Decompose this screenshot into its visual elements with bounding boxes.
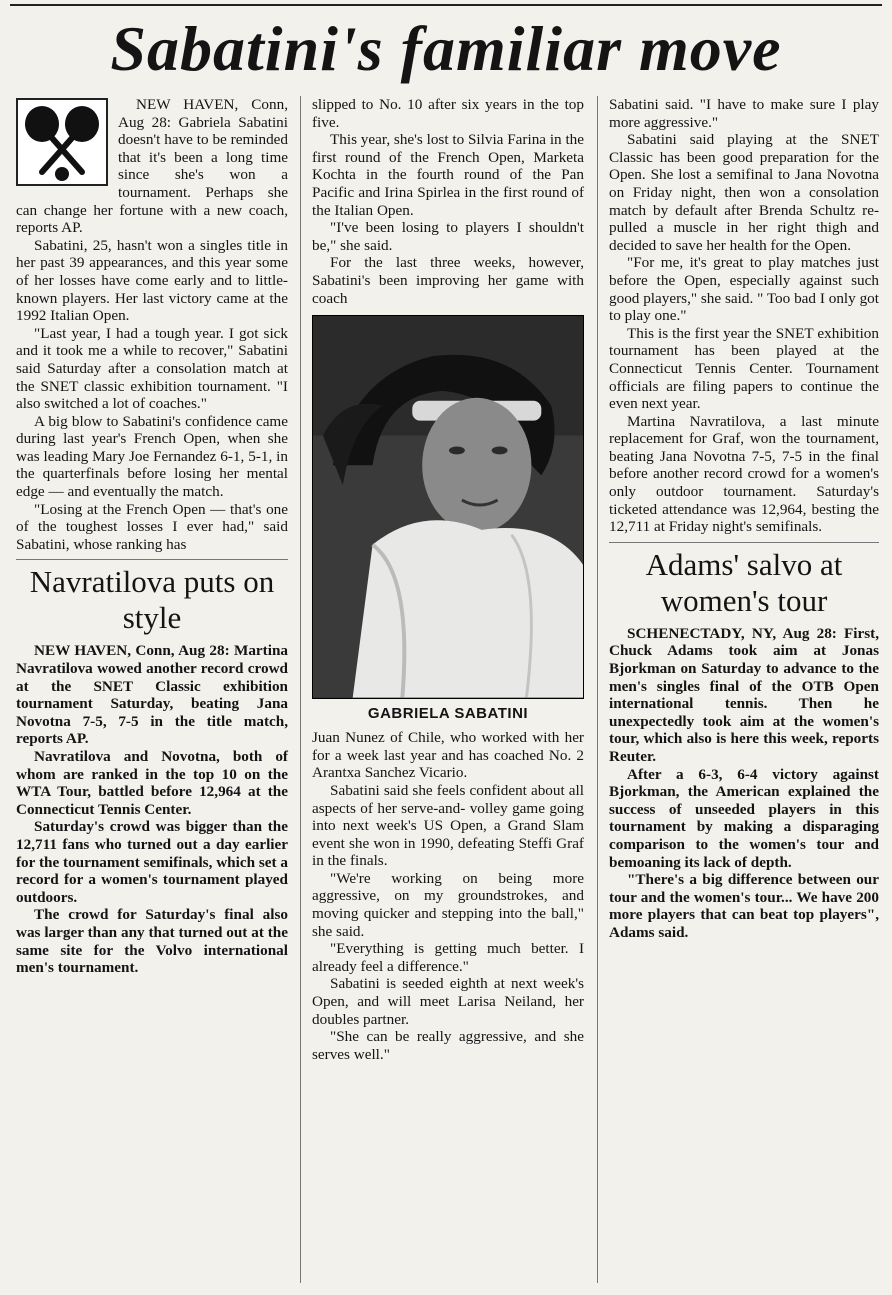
- story2-para: Saturday's crowd was bigger than the 12,711 fans who turned out a day earlier for the tournament semifinals, which set a record for a women's tournament played outdoors.: [16, 818, 288, 906]
- sabatini-photo: [312, 315, 584, 699]
- story1-para: "For me, it's great to play matches just before the Open, especially against such good players," she said. " Too bad I only got to play one.": [609, 254, 879, 325]
- story1-para: Sabatini said playing at the SNET Classic has been good preparation for the Open. She lost a semifinal to Jana Novotna on Friday night, then won a consolation match by default after Brenda Schultz re-pulled a muscle in her right thigh and decided to save her health for the Open.: [609, 131, 879, 254]
- story1-para: "Everything is getting much better. I already feel a difference.": [312, 940, 584, 975]
- photo-caption: GABRIELA SABATINI: [367, 705, 529, 723]
- story3-para: After a 6-3, 6-4 victory against Bjorkman, the American explained the success of unseeded players in this tournament by making a disparaging comparison to the women's tour and bemoaning its lack of depth.: [609, 765, 879, 871]
- story1-para: "Losing at the French Open — that's one of the toughest losses I ever had," said Sabatini, whose ranking has: [16, 500, 288, 553]
- column-divider: [300, 96, 301, 1283]
- story1-para: Martina Navratilova, a last minute replacement for Graf, won the tournament, beating Jana Novotna 7-5, 7-5 in the final before another record crowd for a women's only outdoor tournament. Saturday's ticketed attendance was 12,964, besting the 12,711 at Friday night's semifinals.: [609, 412, 879, 536]
- navratilova-subhead: Navratilova puts on style: [16, 559, 288, 636]
- page-headline: Sabatini's familiar move: [110, 13, 782, 84]
- story1-para: "Last year, I had a tough year. I got sick and it took me a while to recover," Sabatini said Saturday after a consolation match at the SNET classic exhibition tournament. "I also switched a lot of coaches.": [16, 324, 288, 413]
- story1-para: A big blow to Sabatini's confidence came during last year's French Open, when she was leading Mary Joe Fernandez 6-1, 5-1, in the quarterfinals before losing her mental edge — and eventually the match.: [16, 412, 288, 501]
- story1-para: "She can be really aggressive, and she serves well.": [312, 1028, 584, 1063]
- story1-para: For the last three weeks, however, Sabatini's been improving her game with coach: [312, 254, 584, 307]
- story1-para: "We're working on being more aggressive, on my groundstrokes, and moving quicker and stepping into the ball," she said.: [312, 869, 584, 940]
- column-2: [312, 96, 584, 1063]
- photo-block: [312, 315, 584, 723]
- story1-para: Sabatini said she feels confident about all aspects of her serve-and- volley game going into next week's US Open, a Grand Slam event she won in 1990, defeating Steffi Graf in the finals.: [312, 781, 584, 870]
- story2-para: NEW HAVEN, Conn, Aug 28: Martina Navratilova wowed another record crowd at the SNET Classic exhibition tournament Saturday, beating Jana Novotna 7-5, 7-5 in the title match, reports AP.: [16, 642, 288, 748]
- story1-para: Sabatini is seeded eighth at next week's Open, and will meet Larisa Neiland, her doubles partner.: [312, 975, 584, 1028]
- adams-subhead: Adams' salvo at women's tour: [609, 542, 879, 619]
- story3-para: SCHENECTADY, NY, Aug 28: First, Chuck Adams took aim at Jonas Bjorkman on Saturday to advance to the men's singles final of the OTB Open international tennis. Then he unexpectedly took aim at the women's tour, which also is here this week, reports Reuter.: [609, 624, 879, 765]
- story1-para: This is the first year the SNET exhibition tournament has been played at the Connecticut Tennis Center. Tournament officials are filing papers to continue the even next year.: [609, 324, 879, 413]
- story2-para: The crowd for Saturday's final also was larger than any that turned out at the same site for the Volvo international men's tournament.: [16, 906, 288, 977]
- story1-para: Sabatini said. "I have to make sure I play more aggressive.": [609, 96, 879, 131]
- story1-para: Juan Nunez of Chile, who worked with her for a week last year and has coached No. 2 Arantxa Sanchez Vicario.: [312, 729, 584, 782]
- column-3: [609, 96, 879, 942]
- story1-para: This year, she's lost to Silvia Farina in the first round of the French Open, Marketa Kochta in the fourth round of the Pan Pacific and Irina Spirlea in the first round of the Italian Open.: [312, 131, 584, 219]
- story3-para: "There's a big difference between our tour and the women's tour... We have 200 more players that can beat top players", Adams said.: [609, 871, 879, 941]
- story1-para: Sabatini, 25, hasn't won a singles title in her past 39 appearances, and this year some of her losses have come early and to little-known players. Her last victory came at the 1992 Italian Open.: [16, 236, 288, 325]
- story1-para: slipped to No. 10 after six years in the top five.: [312, 96, 584, 131]
- column-divider: [597, 96, 598, 1283]
- tennis-rackets-icon: [16, 98, 108, 186]
- story1-para: NEW HAVEN, Conn, Aug 28: Gabriela Sabatini doesn't have to be reminded that it's been a long time since she's won a tournament. Perhaps she can change her fortune with a new coach, reports AP.: [16, 96, 288, 237]
- column-1: [16, 96, 288, 977]
- navratilova-story: [16, 642, 288, 976]
- story1-para: "I've been losing to players I shouldn't be," she said.: [312, 219, 584, 254]
- story2-para: Navratilova and Novotna, both of whom are ranked in the top 10 on the WTA Tour, battled before 12,964 at the Connecticut Tennis Center.: [16, 748, 288, 818]
- adams-story: [609, 625, 879, 942]
